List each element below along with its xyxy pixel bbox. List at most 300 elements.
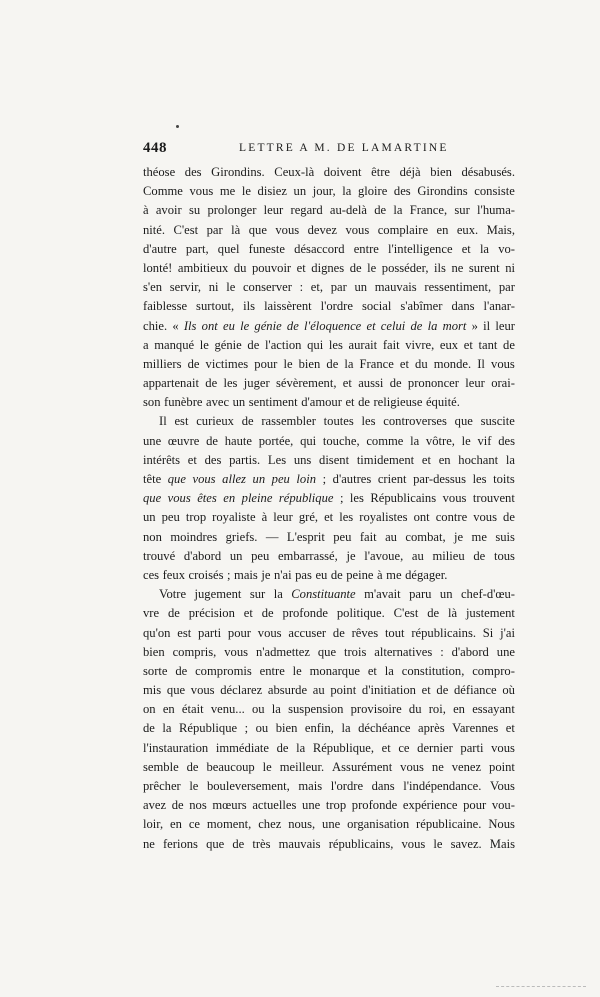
word: vous — [400, 759, 424, 774]
word: de — [261, 606, 274, 621]
word: leur — [263, 203, 284, 218]
word: constitution, — [401, 663, 465, 678]
word: l'ordre — [320, 299, 353, 314]
word: tout — [384, 625, 405, 640]
word: et — [505, 721, 515, 736]
word: désabusés. — [461, 165, 515, 179]
word: sentiment — [248, 395, 298, 410]
word: uns — [293, 452, 312, 467]
word: jour, — [312, 184, 336, 199]
word: était — [181, 702, 204, 717]
word: embarrassé, — [277, 548, 338, 563]
word: de — [143, 721, 155, 736]
text-line — [143, 815, 515, 834]
text-line — [143, 508, 515, 527]
text-line — [143, 719, 515, 738]
word: la — [296, 740, 306, 755]
word: crient — [377, 472, 407, 486]
word: j'ai — [500, 625, 515, 640]
word: nos — [189, 798, 207, 813]
word: que — [454, 414, 473, 429]
text-line — [143, 432, 515, 451]
word: du — [233, 260, 247, 275]
word: chez — [258, 817, 282, 832]
italic-word: que — [143, 491, 162, 506]
word: par-dessus — [413, 472, 466, 486]
italic-word: que — [167, 472, 186, 486]
word: mauvais — [278, 836, 321, 851]
word: que — [317, 644, 337, 659]
italic-word: êtes — [197, 491, 217, 506]
word: me — [471, 529, 487, 544]
word: ne — [451, 260, 464, 275]
word: le — [433, 836, 443, 851]
word: de — [276, 740, 289, 755]
italic-word: eu — [222, 318, 235, 333]
word: peine — [346, 567, 374, 582]
word: un — [293, 184, 307, 199]
word: milieu — [432, 548, 465, 563]
word: loir, — [143, 817, 164, 832]
word: provisoire — [350, 702, 402, 717]
word: de — [358, 395, 370, 410]
word: il — [483, 318, 491, 333]
word: là — [447, 606, 458, 621]
word: point — [489, 759, 515, 774]
word: enfin, — [304, 721, 334, 736]
word: dans — [451, 299, 475, 314]
italic-word: le — [240, 318, 250, 333]
text-line — [143, 681, 515, 700]
word: parti — [198, 625, 222, 640]
text-line — [143, 604, 515, 623]
word: une — [143, 433, 162, 448]
word: vous — [473, 510, 497, 525]
page-header — [143, 140, 515, 160]
word: de — [167, 606, 180, 621]
word: chef-d'œu- — [460, 587, 515, 602]
word: vous — [442, 491, 467, 506]
word: ils — [243, 299, 256, 314]
word: laissèrent — [264, 299, 312, 314]
word: France, — [409, 203, 448, 218]
word: pas — [295, 567, 312, 582]
word: ni — [505, 260, 515, 275]
word: immédiate — [215, 740, 269, 755]
text-line — [143, 470, 515, 489]
text-line — [143, 201, 515, 220]
word: et — [381, 740, 391, 755]
word: par — [498, 280, 515, 295]
word: désaccord — [294, 241, 345, 256]
word: en — [170, 817, 182, 832]
word: Mais, — [486, 222, 515, 237]
word: le — [241, 184, 251, 199]
word: ne — [431, 759, 444, 774]
word: contre — [435, 510, 468, 525]
word: pouvoir — [251, 260, 292, 275]
word: disent — [319, 452, 350, 467]
word: on — [143, 702, 156, 717]
word: où — [502, 683, 515, 698]
word: vous — [189, 184, 214, 199]
word: accuser — [288, 625, 327, 640]
word: de — [332, 625, 345, 640]
text-line — [143, 355, 515, 374]
italic-word: génie — [254, 318, 282, 333]
word: manqué — [154, 337, 195, 352]
word: et — [324, 510, 334, 525]
text-line — [143, 163, 515, 182]
text-line — [143, 662, 515, 681]
word: justement — [465, 606, 515, 621]
word: du — [415, 356, 428, 371]
text-line — [143, 643, 515, 662]
word: je — [261, 567, 271, 582]
word: jugement — [194, 587, 242, 602]
text-line — [143, 566, 515, 585]
word: su — [188, 203, 201, 218]
word: beaucoup — [206, 759, 255, 774]
italic-word: mort — [442, 318, 467, 333]
word: faiblesse — [143, 299, 188, 314]
word: mais — [298, 779, 323, 793]
word: et — [421, 452, 431, 467]
word: œuvre — [167, 433, 200, 448]
word: sur — [249, 587, 266, 602]
word: l'intelligence — [388, 241, 453, 256]
word: monde. — [433, 356, 472, 371]
word: au — [312, 683, 325, 698]
word: vre — [143, 606, 160, 621]
word: politique. — [336, 606, 385, 621]
word: monarque — [309, 663, 360, 678]
word: ni — [208, 280, 219, 295]
word: d'amour — [301, 395, 342, 410]
word: royalistes — [359, 510, 408, 525]
word: non — [143, 529, 162, 544]
word: venez — [451, 759, 482, 774]
word: et — [342, 376, 352, 391]
word: doivent — [323, 165, 362, 179]
word: partis. — [229, 452, 261, 467]
word: intérêts — [143, 452, 181, 467]
word: savez. — [450, 836, 482, 851]
word: Ceux-là — [274, 165, 315, 179]
word: du — [408, 702, 422, 717]
word: de — [241, 414, 254, 429]
word: sur — [454, 203, 470, 218]
word: ; — [244, 721, 249, 736]
word: ; — [339, 491, 344, 506]
word: Mais — [489, 836, 515, 851]
word: regard — [290, 203, 323, 218]
word: d'abord — [183, 548, 222, 563]
word: eux. — [456, 222, 479, 237]
word: surent — [468, 260, 500, 275]
word: l'action — [264, 337, 302, 352]
word: vous — [491, 356, 515, 371]
text-line — [143, 739, 515, 758]
word: royaliste — [212, 510, 256, 525]
word: de — [427, 606, 440, 621]
word: ne — [143, 836, 155, 851]
word: tête — [143, 472, 162, 486]
word: les — [361, 414, 376, 429]
page-edge-mark — [496, 986, 586, 991]
word: n'ai — [273, 567, 292, 582]
word: ; — [227, 567, 231, 582]
word: pour — [254, 356, 278, 371]
word: République — [179, 721, 238, 736]
word: à — [261, 510, 268, 525]
word: vous — [345, 222, 370, 237]
word: Si — [482, 625, 494, 640]
word: aussi — [358, 376, 384, 391]
word: dignes — [311, 260, 345, 275]
word: nous, — [288, 817, 316, 832]
word: suis — [495, 529, 515, 544]
word: comme — [366, 433, 404, 448]
word: équité. — [425, 395, 460, 410]
body-text — [143, 163, 515, 854]
word: fait — [382, 337, 400, 352]
word: ressentiment, — [424, 280, 492, 295]
word: s'en — [143, 280, 163, 295]
word: un — [354, 280, 368, 295]
italic-word: de — [410, 318, 423, 333]
word: républicains, — [328, 836, 394, 851]
italic-word: vous — [192, 472, 216, 486]
ink-speck — [176, 125, 179, 128]
italic-word: celui — [380, 318, 406, 333]
word: le — [199, 337, 209, 352]
word: rêves — [351, 625, 379, 640]
word: la — [271, 702, 281, 717]
word: ce — [398, 740, 410, 755]
word: la — [342, 184, 352, 199]
word: défiance — [454, 683, 497, 698]
word: l'ordre — [330, 779, 364, 793]
word: suscite — [480, 414, 515, 429]
word: ; — [322, 472, 327, 486]
word: ce — [188, 817, 200, 832]
word: Nous — [488, 817, 515, 832]
italic-word: en — [223, 491, 236, 506]
word: moment, — [206, 817, 252, 832]
italic-word: et — [366, 318, 376, 333]
word: de — [171, 798, 184, 813]
text-line — [143, 412, 515, 431]
italic-word: république — [278, 491, 334, 506]
word: et — [463, 337, 473, 352]
word: profonde — [351, 798, 398, 813]
word: avoir — [155, 203, 182, 218]
word: pour — [463, 798, 487, 813]
word: chie. — [143, 318, 168, 333]
word: gré, — [298, 510, 319, 525]
word: posséder, — [381, 260, 429, 275]
text-line — [143, 374, 515, 393]
word: rassembler — [261, 414, 316, 429]
word: « — [172, 318, 179, 333]
word: organisation — [347, 817, 410, 832]
italic-word: vous — [167, 491, 191, 506]
word: devez — [307, 222, 337, 237]
word: l'avoue, — [364, 548, 404, 563]
word: de — [349, 260, 362, 275]
word: l'indépendance. — [403, 779, 482, 793]
word: là — [231, 222, 241, 237]
word: la — [341, 721, 351, 736]
word: en — [453, 702, 465, 717]
word: le — [226, 280, 236, 295]
italic-word: pleine — [241, 491, 273, 506]
word: ils — [434, 260, 446, 275]
word: de — [206, 433, 218, 448]
word: conserver — [242, 280, 292, 295]
word: complaire — [377, 222, 429, 237]
word: part, — [185, 241, 209, 256]
word: et — [345, 395, 355, 410]
word: Girondins. — [211, 165, 265, 179]
word: ces — [143, 567, 160, 582]
word: feux — [162, 567, 185, 582]
word: vous — [491, 740, 515, 755]
word: est — [174, 414, 189, 429]
word: Les — [267, 452, 287, 467]
word: sorte — [143, 663, 168, 678]
word: et — [399, 356, 409, 371]
word: suspension — [288, 702, 344, 717]
word: une — [302, 798, 321, 813]
word: est — [177, 625, 192, 640]
text-line — [143, 317, 515, 336]
word: Girondins — [417, 184, 468, 199]
italic-word: la — [427, 318, 438, 333]
word: ou — [251, 702, 265, 717]
word: lonté! — [143, 260, 173, 275]
word: portée, — [258, 433, 294, 448]
word: vôtre, — [425, 433, 455, 448]
italic-word: de — [286, 318, 299, 333]
word: le — [367, 260, 377, 275]
italic-word: Ils — [183, 318, 197, 333]
word: d'autres — [332, 472, 372, 486]
word: bouleversement, — [206, 779, 290, 793]
word: prolonger — [207, 203, 257, 218]
page-number: 448 — [143, 140, 167, 156]
word: trouvent — [472, 491, 515, 506]
word: leur — [495, 318, 515, 333]
word: funeste — [248, 241, 286, 256]
word: a — [143, 337, 149, 352]
text-line — [143, 451, 515, 470]
word: et, — [310, 280, 324, 295]
word: au — [385, 529, 397, 544]
word: de — [503, 510, 515, 525]
word: curieux — [196, 414, 234, 429]
word: Assurément — [332, 759, 393, 774]
word: me — [219, 184, 236, 199]
word: de — [326, 356, 339, 371]
italic-word: peu — [271, 472, 290, 486]
word: gloire — [357, 184, 388, 199]
word: meilleur. — [279, 759, 325, 774]
text-line — [143, 297, 515, 316]
word: controverses — [383, 414, 447, 429]
word: vous — [190, 683, 215, 698]
word: et — [421, 683, 431, 698]
word: religieuse — [373, 395, 423, 410]
word: leur — [465, 376, 485, 391]
word: un — [143, 510, 156, 525]
word: sévèrement, — [275, 376, 337, 391]
word: à — [377, 567, 383, 582]
italic-word: un — [252, 472, 266, 486]
word: à — [143, 203, 149, 218]
word: eu — [315, 567, 328, 582]
word: de — [187, 356, 200, 371]
word: tous — [493, 548, 515, 563]
word: les — [223, 376, 238, 391]
word: point — [330, 683, 357, 698]
word: que — [166, 683, 186, 698]
word: compris, — [172, 644, 217, 659]
word: les — [339, 510, 354, 525]
word: très — [252, 836, 271, 851]
word: l'instauration — [143, 740, 209, 755]
word: semble — [143, 759, 179, 774]
word: touche, — [322, 433, 360, 448]
text-line — [143, 624, 515, 643]
word: aurait — [348, 337, 378, 352]
word: social — [361, 299, 392, 314]
word: des — [184, 165, 202, 179]
word: profonde — [282, 606, 328, 621]
word: : — [440, 644, 444, 659]
word: républicaine. — [416, 817, 482, 832]
word: croisés — [188, 567, 224, 582]
text-line — [143, 758, 515, 777]
word: Votre — [159, 587, 187, 602]
word: les — [472, 472, 487, 486]
text-line — [143, 278, 515, 297]
text-line — [143, 796, 515, 815]
word: dernier — [417, 740, 453, 755]
word: qu'on — [143, 625, 171, 640]
word: le — [461, 433, 471, 448]
text-line — [143, 182, 515, 201]
word: la — [410, 433, 420, 448]
running-head: LETTRE A M. DE LAMARTINE — [239, 142, 449, 154]
word: pour — [227, 625, 251, 640]
word: compro- — [472, 663, 515, 678]
word: mais — [234, 567, 258, 582]
word: vous — [257, 625, 282, 640]
word: une — [322, 817, 341, 832]
italic-word: allez — [222, 472, 246, 486]
word: dans — [371, 779, 395, 793]
word: les — [328, 337, 343, 352]
word: vou- — [491, 798, 515, 813]
word: bien — [143, 644, 165, 659]
word: être — [371, 165, 391, 179]
word: consiste — [474, 184, 515, 199]
word: mis — [143, 683, 162, 698]
word: trop — [325, 798, 347, 813]
word: absurde — [267, 683, 308, 698]
